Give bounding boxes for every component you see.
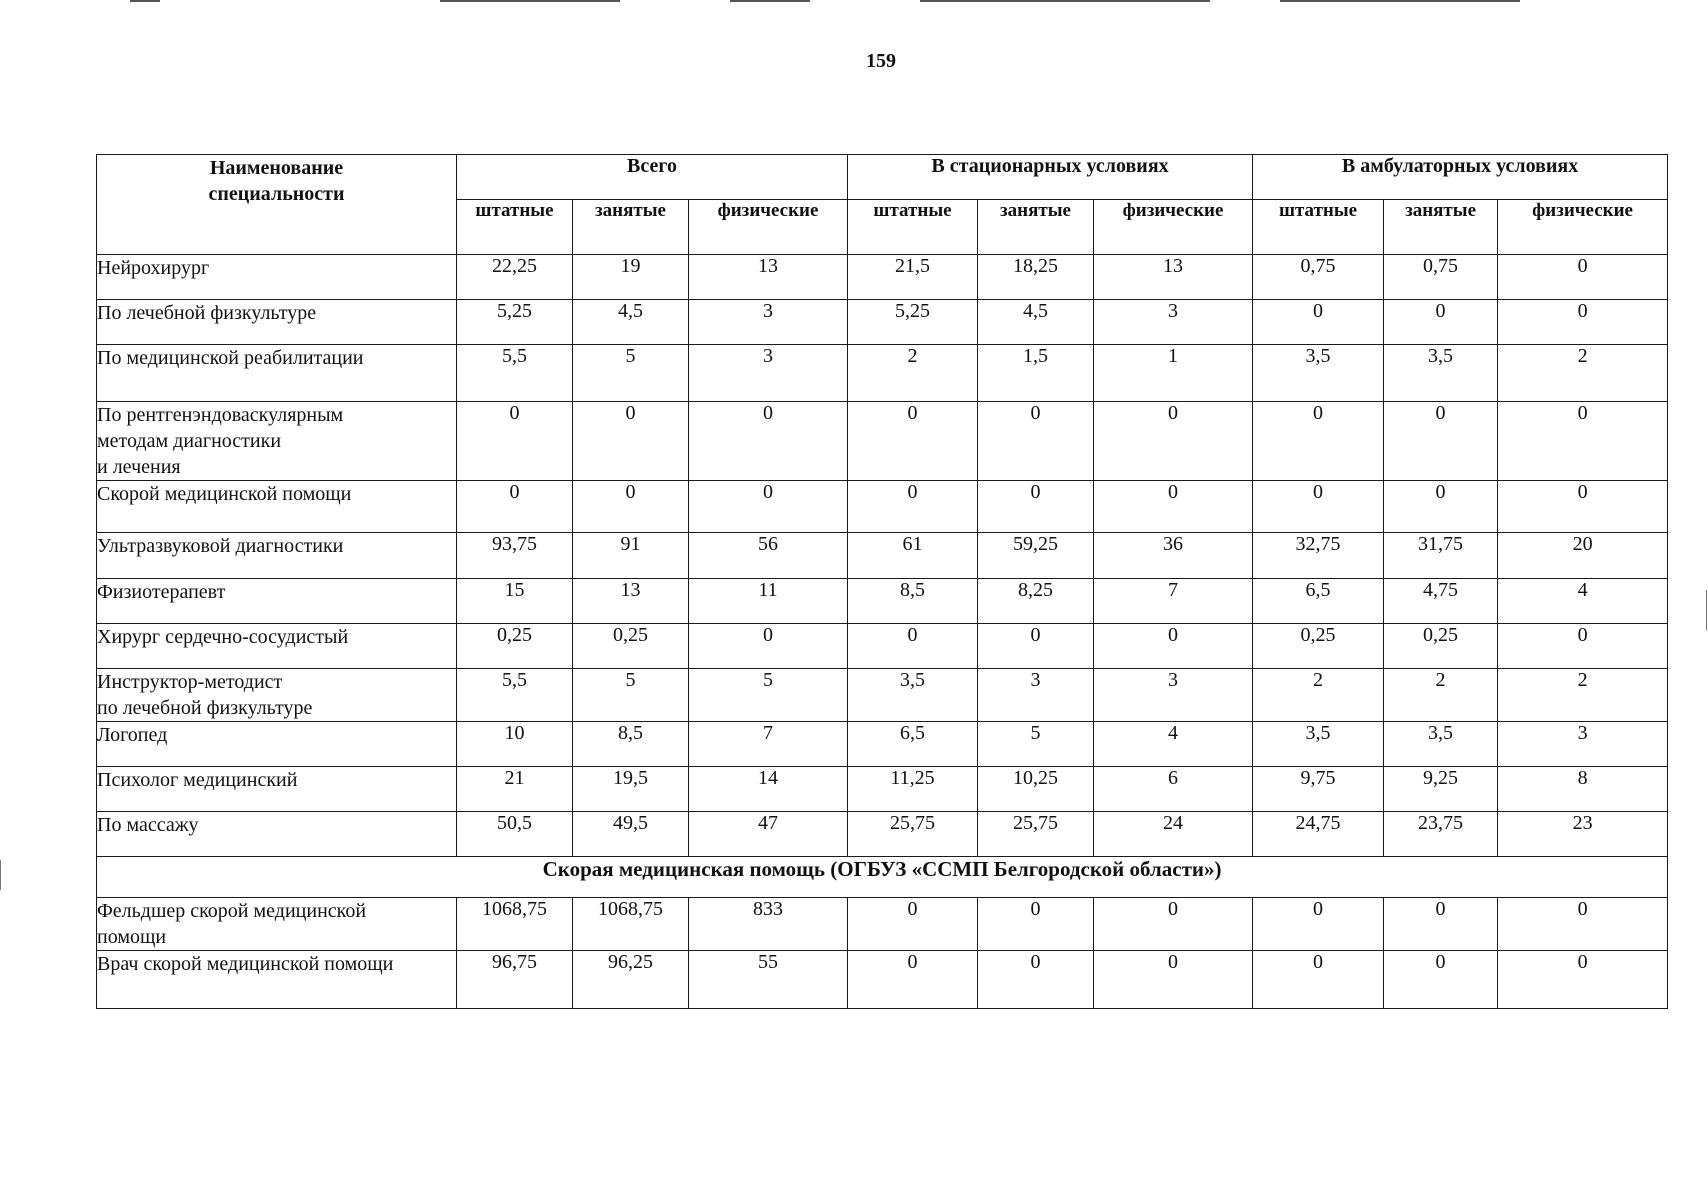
table-row [97, 951, 1668, 1009]
specialty-name-cell [97, 951, 457, 1009]
value-cell: 4,5 [573, 300, 689, 345]
subheader-staff: штатные [1253, 200, 1384, 255]
value-cell: 91 [573, 533, 689, 579]
specialty-name-cell [97, 898, 457, 951]
value-cell: 0 [689, 402, 848, 481]
value-cell: 0,25 [573, 624, 689, 669]
value-cell: 59,25 [978, 533, 1094, 579]
value-cell: 0,25 [1384, 624, 1498, 669]
value-cell: 18,25 [978, 255, 1094, 300]
value-cell: 19,5 [573, 767, 689, 812]
value-cell: 11,25 [848, 767, 978, 812]
specialty-name-line: по лечебной физкультуре [97, 697, 313, 719]
specialty-name-line: Скорой медицинской помощи [97, 483, 352, 505]
value-cell: 3,5 [1253, 345, 1384, 402]
value-cell: 0 [1253, 402, 1384, 481]
value-cell: 4,75 [1384, 579, 1498, 624]
table-row [97, 624, 1668, 669]
value-cell: 0,75 [1253, 255, 1384, 300]
specialty-name-cell [97, 812, 457, 857]
value-cell: 2 [1498, 345, 1668, 402]
value-cell: 13 [573, 579, 689, 624]
specialty-name-line: Физиотерапевт [97, 581, 226, 603]
table-row [97, 345, 1668, 402]
table-row [97, 402, 1668, 481]
value-cell: 0 [1094, 898, 1253, 951]
value-cell: 1068,75 [573, 898, 689, 951]
value-cell: 93,75 [457, 533, 573, 579]
table-row [97, 669, 1668, 722]
value-cell: 0 [1253, 481, 1384, 533]
specialty-name-cell [97, 533, 457, 579]
value-cell: 31,75 [1384, 533, 1498, 579]
subheader-staff: штатные [457, 200, 573, 255]
value-cell: 3 [1094, 300, 1253, 345]
value-cell: 2 [1498, 669, 1668, 722]
specialty-name-line: По медицинской реабилитации [97, 347, 364, 369]
value-cell: 3,5 [1384, 722, 1498, 767]
value-cell: 0,25 [1253, 624, 1384, 669]
value-cell: 8,5 [848, 579, 978, 624]
value-cell: 15 [457, 579, 573, 624]
section-title: Скорая медицинская помощь (ОГБУЗ «ССМП Белгородской области») [97, 857, 1668, 898]
value-cell: 0 [689, 624, 848, 669]
group-header-total: Всего [457, 155, 848, 200]
specialty-name-line: По лечебной физкультуре [97, 302, 317, 324]
value-cell: 1,5 [978, 345, 1094, 402]
specialty-name-line: помощи [97, 926, 167, 948]
value-cell: 5,25 [848, 300, 978, 345]
section-row [97, 857, 1668, 898]
table-row [97, 533, 1668, 579]
specialty-name-cell [97, 669, 457, 722]
value-cell: 0 [457, 402, 573, 481]
specialty-name-line: Хирург сердечно-сосудистый [97, 626, 349, 648]
value-cell: 0 [978, 481, 1094, 533]
value-cell: 0 [1498, 402, 1668, 481]
value-cell: 0 [1094, 481, 1253, 533]
subheader-staff: штатные [848, 200, 978, 255]
value-cell: 2 [848, 345, 978, 402]
value-cell: 0 [1384, 898, 1498, 951]
value-cell: 7 [1094, 579, 1253, 624]
value-cell: 8 [1498, 767, 1668, 812]
value-cell: 3 [689, 300, 848, 345]
value-cell: 2 [1253, 669, 1384, 722]
subheader-physical: физические [1498, 200, 1668, 255]
value-cell: 5 [573, 669, 689, 722]
value-cell: 0 [573, 481, 689, 533]
specialty-name-line: По рентгенэндоваскулярным [97, 404, 344, 426]
value-cell: 20 [1498, 533, 1668, 579]
value-cell: 25,75 [978, 812, 1094, 857]
value-cell: 0 [1498, 481, 1668, 533]
value-cell: 0 [1384, 951, 1498, 1009]
value-cell: 5,5 [457, 345, 573, 402]
specialty-name-line: Фельдшер скорой медицинской [97, 900, 367, 922]
specialty-name-cell [97, 300, 457, 345]
subheader-occupied: занятые [573, 200, 689, 255]
value-cell: 49,5 [573, 812, 689, 857]
value-cell: 22,25 [457, 255, 573, 300]
value-cell: 47 [689, 812, 848, 857]
value-cell: 0 [1498, 898, 1668, 951]
scan-side-mark-left [0, 860, 1, 890]
value-cell: 7 [689, 722, 848, 767]
specialty-name-cell [97, 255, 457, 300]
value-cell: 23,75 [1384, 812, 1498, 857]
value-cell: 5 [978, 722, 1094, 767]
table-row [97, 722, 1668, 767]
value-cell: 0 [848, 402, 978, 481]
value-cell: 3 [1498, 722, 1668, 767]
value-cell: 0 [1498, 951, 1668, 1009]
specialty-name-line: методам диагностики [97, 430, 282, 452]
value-cell: 0 [848, 898, 978, 951]
value-cell: 1 [1094, 345, 1253, 402]
value-cell: 0 [1094, 951, 1253, 1009]
value-cell: 13 [689, 255, 848, 300]
page-number: 159 [866, 50, 896, 72]
value-cell: 0 [978, 624, 1094, 669]
value-cell: 0 [457, 481, 573, 533]
table-row [97, 812, 1668, 857]
value-cell: 0 [1384, 300, 1498, 345]
value-cell: 0 [1498, 300, 1668, 345]
value-cell: 24,75 [1253, 812, 1384, 857]
value-cell: 56 [689, 533, 848, 579]
value-cell: 11 [689, 579, 848, 624]
specialty-name-line: По массажу [97, 814, 199, 836]
specialty-name-line: Инструктор-методист [97, 671, 283, 693]
scan-side-mark-right [1706, 590, 1707, 630]
table-row [97, 898, 1668, 951]
table-row [97, 767, 1668, 812]
value-cell: 0 [848, 624, 978, 669]
value-cell: 9,25 [1384, 767, 1498, 812]
specialty-name-cell [97, 345, 457, 402]
value-cell: 21 [457, 767, 573, 812]
value-cell: 96,25 [573, 951, 689, 1009]
value-cell: 25,75 [848, 812, 978, 857]
value-cell: 6,5 [848, 722, 978, 767]
value-cell: 4 [1094, 722, 1253, 767]
specialty-name-line: Ультразвуковой диагностики [97, 535, 344, 557]
subheader-physical: физические [1094, 200, 1253, 255]
header-row-groups [97, 155, 1668, 200]
value-cell: 13 [1094, 255, 1253, 300]
value-cell: 0 [1498, 624, 1668, 669]
specialty-name-line: Нейрохирург [97, 257, 210, 279]
specialty-name-cell [97, 402, 457, 481]
specialty-name-line: Врач скорой медицинской помощи [97, 953, 394, 975]
value-cell: 19 [573, 255, 689, 300]
scan-top-marks [0, 0, 1708, 3]
value-cell: 23 [1498, 812, 1668, 857]
value-cell: 0 [1094, 624, 1253, 669]
value-cell: 3,5 [1384, 345, 1498, 402]
subheader-occupied: занятые [1384, 200, 1498, 255]
value-cell: 0 [573, 402, 689, 481]
value-cell: 0 [1253, 898, 1384, 951]
value-cell: 9,75 [1253, 767, 1384, 812]
table-row [97, 579, 1668, 624]
value-cell: 0,75 [1384, 255, 1498, 300]
table-row [97, 300, 1668, 345]
staff-table [96, 154, 1668, 1009]
value-cell: 0 [1498, 255, 1668, 300]
name-column-header: Наименование специальности [97, 155, 457, 255]
value-cell: 1068,75 [457, 898, 573, 951]
subheader-physical: физические [689, 200, 848, 255]
value-cell: 5 [573, 345, 689, 402]
specialty-name-cell [97, 579, 457, 624]
value-cell: 0 [978, 402, 1094, 481]
value-cell: 0,25 [457, 624, 573, 669]
specialty-name-cell [97, 767, 457, 812]
value-cell: 0 [848, 951, 978, 1009]
table-row [97, 481, 1668, 533]
value-cell: 5 [689, 669, 848, 722]
value-cell: 10,25 [978, 767, 1094, 812]
group-header-outpatient: В амбулаторных условиях [1253, 155, 1668, 200]
value-cell: 50,5 [457, 812, 573, 857]
group-header-inpatient: В стационарных условиях [848, 155, 1253, 200]
value-cell: 6,5 [1253, 579, 1384, 624]
value-cell: 21,5 [848, 255, 978, 300]
value-cell: 32,75 [1253, 533, 1384, 579]
value-cell: 0 [848, 481, 978, 533]
value-cell: 4 [1498, 579, 1668, 624]
value-cell: 0 [1094, 402, 1253, 481]
specialty-name-cell [97, 624, 457, 669]
value-cell: 3,5 [848, 669, 978, 722]
value-cell: 61 [848, 533, 978, 579]
value-cell: 0 [689, 481, 848, 533]
value-cell: 0 [1253, 300, 1384, 345]
value-cell: 2 [1384, 669, 1498, 722]
value-cell: 8,25 [978, 579, 1094, 624]
value-cell: 24 [1094, 812, 1253, 857]
value-cell: 55 [689, 951, 848, 1009]
specialty-name-line: Логопед [97, 724, 168, 746]
value-cell: 8,5 [573, 722, 689, 767]
value-cell: 833 [689, 898, 848, 951]
subheader-occupied: занятые [978, 200, 1094, 255]
value-cell: 0 [1384, 481, 1498, 533]
value-cell: 6 [1094, 767, 1253, 812]
value-cell: 10 [457, 722, 573, 767]
value-cell: 3 [689, 345, 848, 402]
value-cell: 5,25 [457, 300, 573, 345]
value-cell: 4,5 [978, 300, 1094, 345]
value-cell: 96,75 [457, 951, 573, 1009]
value-cell: 0 [1384, 402, 1498, 481]
specialty-name-cell [97, 722, 457, 767]
value-cell: 0 [1253, 951, 1384, 1009]
value-cell: 3,5 [1253, 722, 1384, 767]
value-cell: 5,5 [457, 669, 573, 722]
value-cell: 14 [689, 767, 848, 812]
table-row [97, 255, 1668, 300]
value-cell: 36 [1094, 533, 1253, 579]
specialty-name-line: Психолог медицинский [97, 769, 298, 791]
value-cell: 0 [978, 898, 1094, 951]
value-cell: 3 [978, 669, 1094, 722]
specialty-name-cell [97, 481, 457, 533]
value-cell: 3 [1094, 669, 1253, 722]
value-cell: 0 [978, 951, 1094, 1009]
specialty-name-line: и лечения [97, 456, 181, 478]
